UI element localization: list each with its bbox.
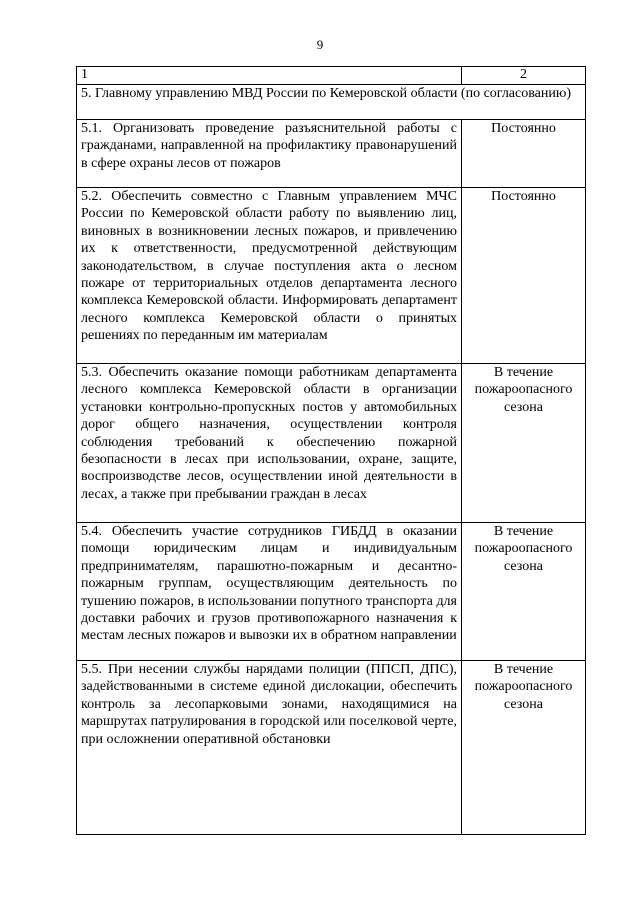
measure-text: 5.2. Обеспечить совместно с Главным управлением МЧС России по Кемеровской области работу по выявлению лиц, виновных в возникновении лесных пожаров, и привлечению их к ответственности, предусмотренной действующим законодательством, в случае поступления акта о лесном пожаре от территориальных отделов департамента лесного комплекса Кемеровской области. Информировать департамент лесного комплекса Кемеровской области о принятых решениях по переданным им материалам (77, 188, 462, 364)
table-row (77, 661, 586, 835)
column-header-1: 1 (77, 67, 462, 85)
column-header-2: 2 (462, 67, 586, 85)
table-row (77, 364, 586, 523)
measure-deadline: В течение пожароопасного сезона (462, 523, 586, 661)
measures-table (76, 66, 586, 835)
table-header-row (77, 67, 586, 85)
section-row (77, 85, 586, 120)
measure-deadline: В течение пожароопасного сезона (462, 661, 586, 835)
measure-deadline: Постоянно (462, 120, 586, 188)
measure-text: 5.5. При несении службы нарядами полиции (ППСП, ДПС), задействованными в системе единой дислокации, обеспечить контроль за лесопарковыми зонами, находящимися на маршрутах патрулирования в городской или поселковой черте, при осложнении оперативной обстановки (77, 661, 462, 835)
table-row (77, 120, 586, 188)
measure-text: 5.1. Организовать проведение разъяснительной работы с гражданами, направленной на профилактику правонарушений в сфере охраны лесов от пожаров (77, 120, 462, 188)
measure-deadline: В течение пожароопасного сезона (462, 364, 586, 523)
section-title: 5. Главному управлению МВД России по Кемеровской области (по согласованию) (77, 85, 586, 120)
table-row (77, 188, 586, 364)
measure-text: 5.4. Обеспечить участие сотрудников ГИБДД в оказании помощи юридическим лицам и индивидуальным предпринимателям, парашютно-пожарным и десантно-пожарным группам, осуществляющим деятельность по тушению пожаров, в использовании попутного транспорта для доставки рабочих и грузов противопожарного назначения к местам лесных пожаров и вывозки их в обратном направлении (77, 523, 462, 661)
table-row (77, 523, 586, 661)
measure-text: 5.3. Обеспечить оказание помощи работникам департамента лесного комплекса Кемеровской области в организации установки контрольно-пропускных постов у автомобильных дорог общего назначения, осуществлении контроля соблюдения требований к обеспечению пожарной безопасности в лесах при использовании, охране, защите, воспроизводстве лесов, осуществлении иной деятельности в лесах, а также при пребывании граждан в лесах (77, 364, 462, 523)
page-number: 9 (316, 37, 324, 52)
measure-deadline: Постоянно (462, 188, 586, 364)
